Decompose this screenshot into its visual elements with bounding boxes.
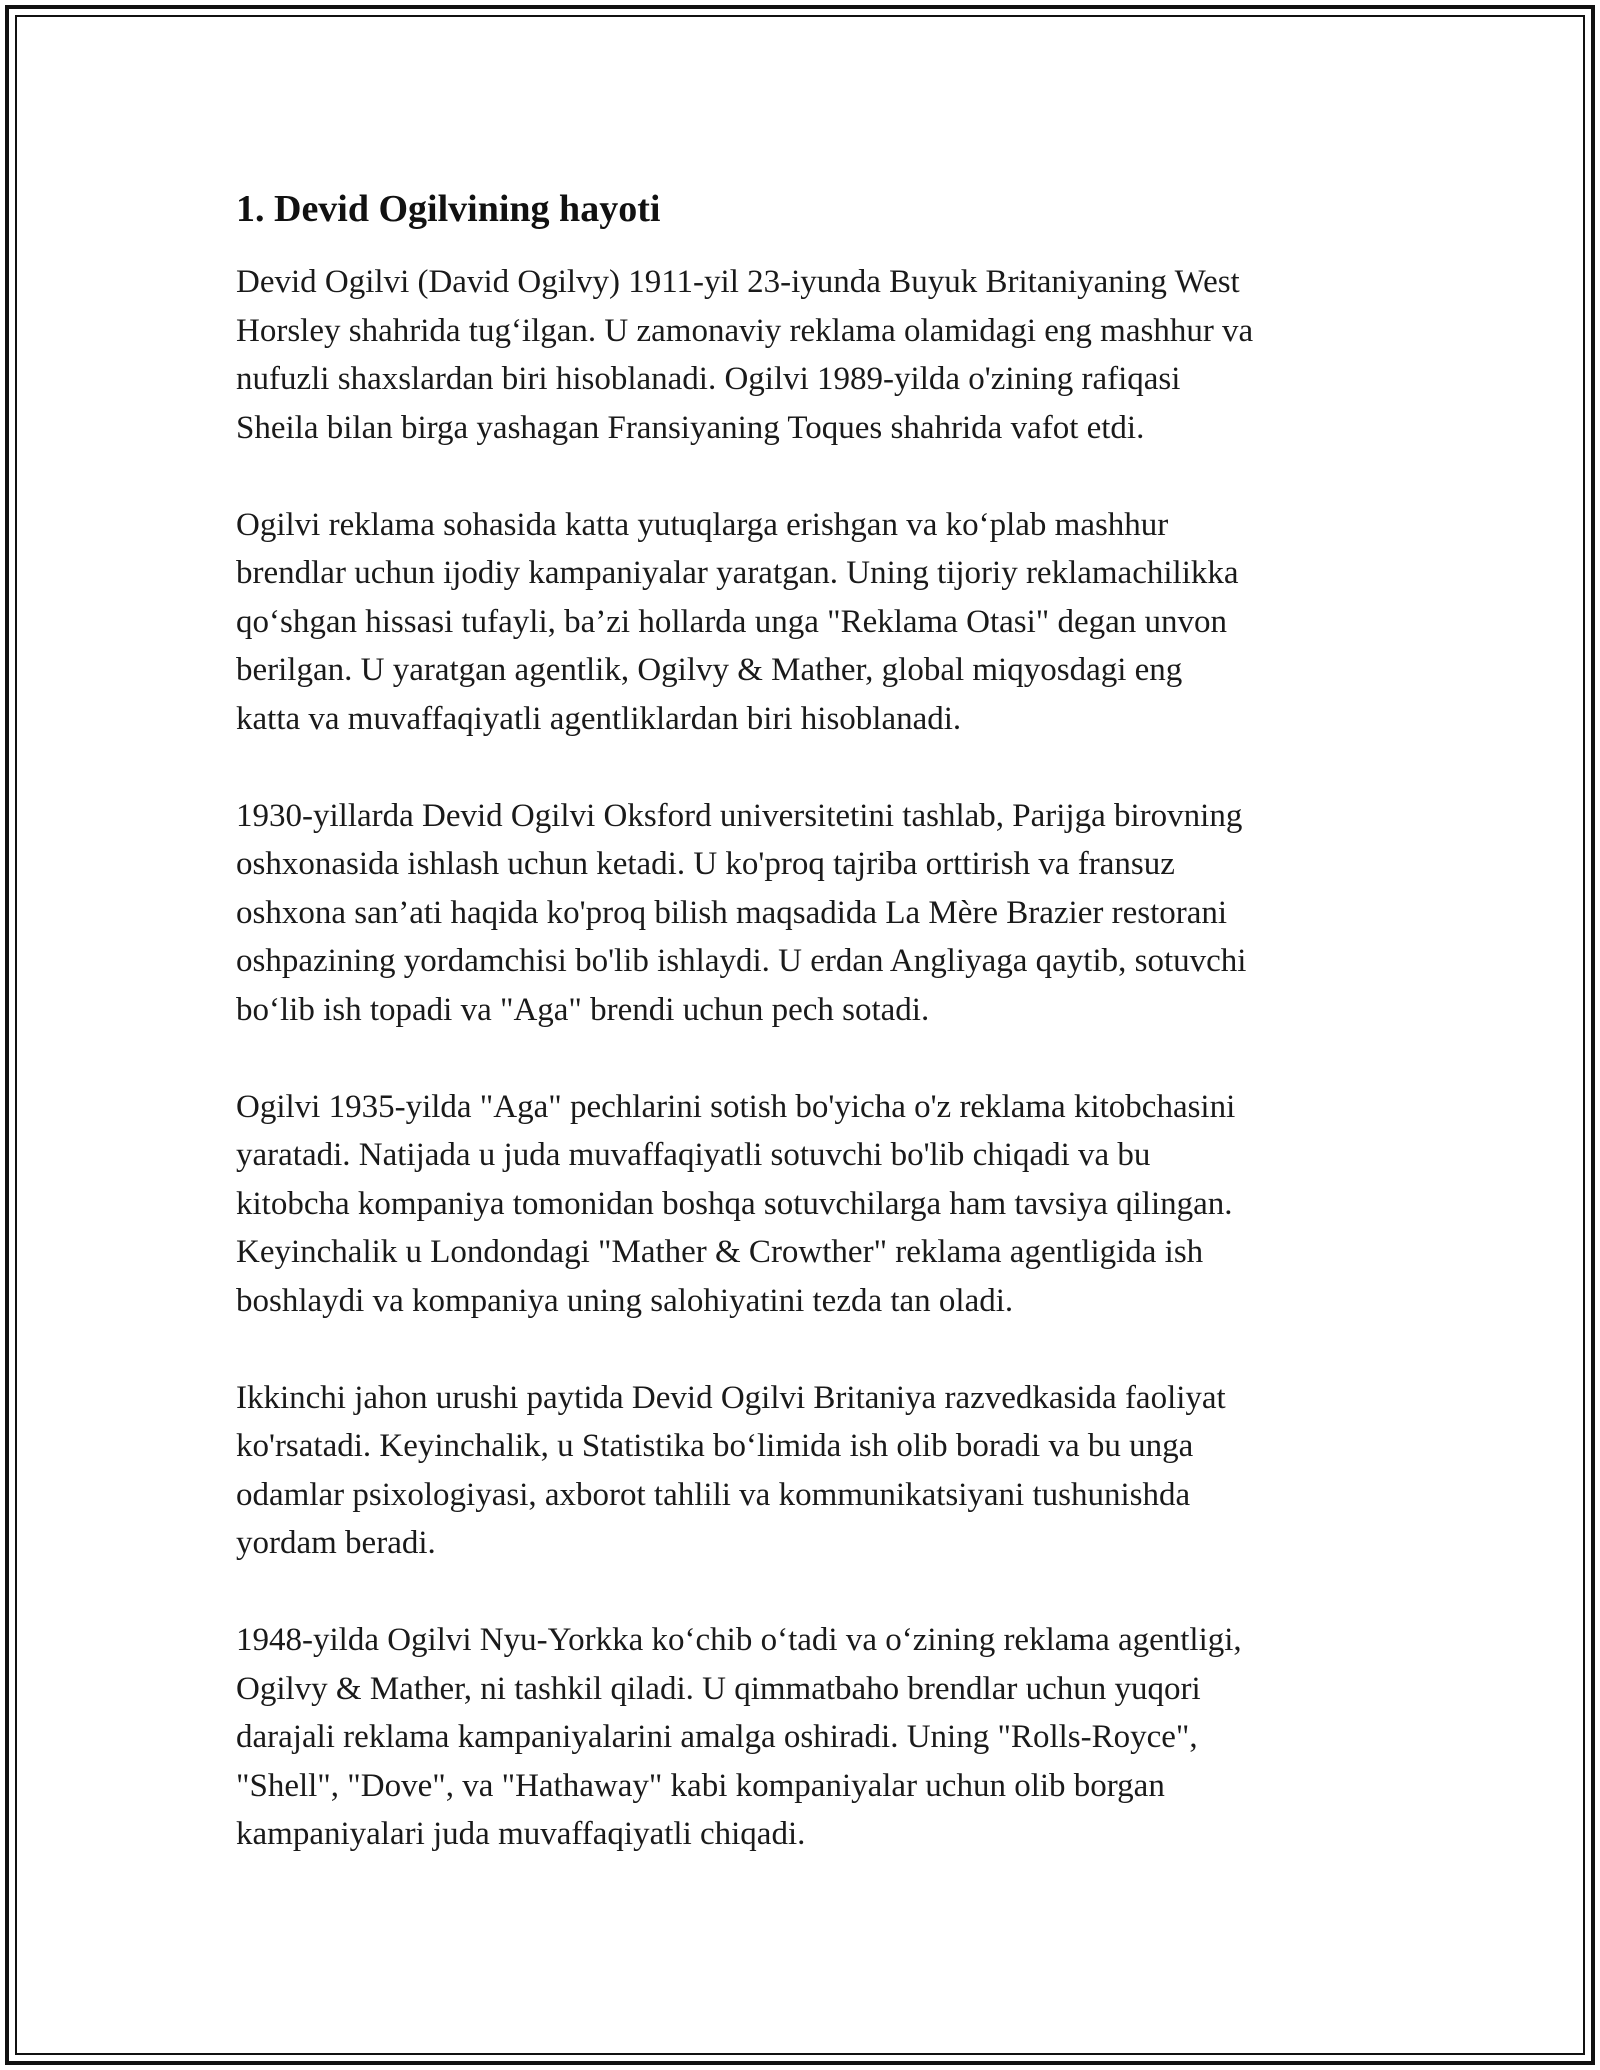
text-line: Horsley shahrida tug‘ilgan. U zamonaviy reklama olamidagi eng mashhur va: [236, 312, 1254, 349]
text-line: kampaniyalari juda muvaffaqiyatli chiqadi.: [236, 1816, 806, 1852]
text-line: brendlar uchun ijodiy kampaniyalar yaratgan. Uning tijoriy reklamachilikka: [236, 555, 1239, 591]
section-heading: 1. Devid Ogilvining hayoti: [236, 188, 661, 230]
text-line: Ogilvi 1935-yilda "Aga" pechlarini sotish bo'yicha o'z reklama kitobchasini: [236, 1088, 1236, 1125]
text-line: Sheila bilan birga yashagan Fransiyaning Toques shahrida vafot etdi.: [236, 409, 1145, 446]
text-line: ko'rsatadi. Keyinchalik, u Statistika bo‘limida ish olib boradi va bu unga: [236, 1428, 1194, 1464]
text-line: oshpazining yordamchisi bo'lib ishlaydi. U erdan Angliyaga qaytib, sotuvchi: [236, 943, 1247, 979]
text-line: Ikkinchi jahon urushi paytida Devid Ogilvi Britaniya razvedkasida faoliyat: [236, 1379, 1226, 1416]
text-line: boshlaydi va kompaniya uning salohiyatini tezda tan oladi.: [236, 1282, 1014, 1319]
paragraph-4: [236, 1083, 1376, 1326]
text-line: "Shell", "Dove", va "Hathaway" kabi kompaniyalar uchun olib borgan: [236, 1767, 1165, 1804]
text-line: Keyinchalik u Londondagi "Mather & Crowther" reklama agentligida ish: [236, 1234, 1204, 1270]
text-line: kitobcha kompaniya tomonidan boshqa sotuvchilarga ham tavsiya qilingan.: [236, 1185, 1233, 1222]
text-line: nufuzli shaxslardan biri hisoblanadi. Ogilvi 1989-yilda o'zining rafiqasi: [236, 361, 1181, 397]
paragraph-2: [236, 501, 1376, 744]
text-line: yaratadi. Natijada u juda muvaffaqiyatli sotuvchi bo'lib chiqadi va bu: [236, 1137, 1151, 1173]
paragraph-5: [236, 1374, 1376, 1568]
text-line: katta va muvaffaqiyatli agentliklardan biri hisoblanadi.: [236, 700, 962, 737]
document-body: [236, 186, 1376, 1907]
text-line: bo‘lib ish topadi va "Aga" brendi uchun pech sotadi.: [236, 991, 930, 1028]
paragraph-1: [236, 258, 1376, 452]
paragraph-6: [236, 1616, 1376, 1859]
text-line: Devid Ogilvi (David Ogilvy) 1911-yil 23-iyunda Buyuk Britaniyaning West: [236, 264, 1240, 300]
text-line: Ogilvy & Mather, ni tashkil qiladi. U qimmatbaho brendlar uchun yuqori: [236, 1670, 1201, 1707]
text-line: oshxonasida ishlash uchun ketadi. U ko'proq tajriba orttirish va fransuz: [236, 846, 1175, 882]
text-line: Ogilvi reklama sohasida katta yutuqlarga erishgan va ko‘plab mashhur: [236, 506, 1169, 543]
text-line: 1930-yillarda Devid Ogilvi Oksford universitetini tashlab, Parijga birovning: [236, 797, 1243, 834]
text-line: odamlar psixologiyasi, axborot tahlili va kommunikatsiyani tushunishda: [236, 1476, 1191, 1513]
text-line: berilgan. U yaratgan agentlik, Ogilvy & Mather, global miqyosdagi eng: [236, 652, 1183, 688]
text-line: 1948-yilda Ogilvi Nyu-Yorkka ko‘chib o‘tadi va o‘zining reklama agentligi,: [236, 1622, 1242, 1658]
text-line: yordam beradi.: [236, 1525, 436, 1561]
text-line: oshxona san’ati haqida ko'proq bilish maqsadida La Mère Brazier restorani: [236, 894, 1228, 931]
paragraph-3: [236, 792, 1376, 1035]
text-line: darajali reklama kampaniyalarini amalga oshiradi. Uning "Rolls-Royce",: [236, 1719, 1198, 1755]
text-line: qo‘shgan hissasi tufayli, ba’zi hollarda unga "Reklama Otasi" degan unvon: [236, 603, 1228, 640]
